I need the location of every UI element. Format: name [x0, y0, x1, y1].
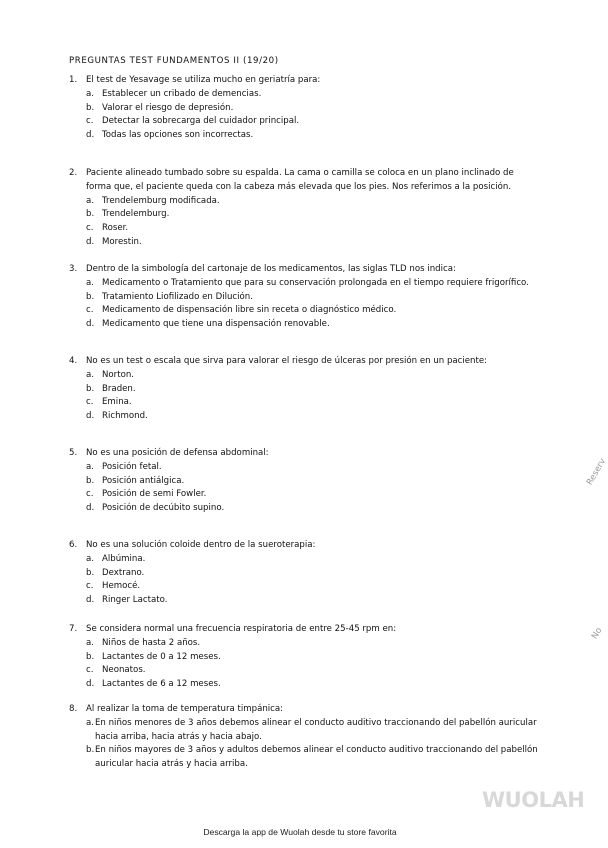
page-title: PREGUNTAS TEST FUNDAMENTOS II (19/20)	[69, 56, 279, 66]
option-text: Lactantes de 6 a 12 meses.	[102, 679, 221, 690]
option-text: Detectar la sobrecarga del cuidador principal.	[102, 116, 300, 127]
answer-option	[69, 502, 539, 516]
question-text: Al realizar la toma de temperatura timpánica:	[86, 704, 284, 714]
options-list	[69, 369, 539, 424]
option-text: Posición de semi Fowler.	[102, 489, 207, 500]
options-list	[69, 88, 539, 143]
question-number: 6.	[69, 540, 78, 550]
option-letter: b.	[86, 102, 95, 113]
question-number: 8.	[69, 704, 78, 714]
question-number: 4.	[69, 356, 78, 366]
option-text: Posición antiálgica.	[102, 475, 185, 486]
options-list	[69, 277, 539, 332]
question-8	[69, 703, 539, 772]
answer-option	[69, 304, 539, 318]
option-text: Tratamiento Liofilizado en Dilución.	[102, 291, 253, 302]
option-text: En niños mayores de 3 años y adultos debemos alinear el conducto auditivo traccionando del pabellón auricular hacia atrás y hacia arriba.	[95, 745, 538, 770]
option-text: Valorar el riesgo de depresión.	[102, 102, 234, 113]
option-letter: d.	[86, 595, 95, 606]
option-text: Dextrano.	[102, 567, 145, 578]
answer-option	[69, 651, 539, 665]
answer-option	[69, 717, 539, 745]
option-text: Norton.	[102, 369, 135, 380]
question-6	[69, 539, 539, 608]
answer-option	[69, 208, 539, 222]
question-text: El test de Yesavage se utiliza mucho en geriatría para:	[86, 75, 321, 85]
option-letter: c.	[86, 581, 94, 592]
answer-option	[69, 410, 539, 424]
answer-option	[69, 195, 539, 209]
option-letter: b.	[86, 209, 95, 220]
option-text: Medicamento que tiene una dispensación renovable.	[102, 319, 330, 330]
side-watermark-reserv: Reserv	[585, 456, 608, 487]
answer-option	[69, 396, 539, 410]
option-text: Hemocé.	[102, 581, 141, 592]
question-5	[69, 447, 539, 516]
question-text: No es un test o escala que sirva para valorar el riesgo de úlceras por presión en un paciente:	[86, 356, 488, 366]
question-text: Paciente alineado tumbado sobre su espalda. La cama o camilla se coloca en un plano inclinado de forma que, el paciente queda con la cabeza más elevada que los pies. Nos referimos a la posición.	[86, 168, 514, 192]
question-text: Dentro de la simbología del cartonaje de los medicamentos, las siglas TLD nos indica:	[86, 264, 456, 274]
option-letter: d.	[86, 236, 95, 247]
option-letter: a.	[86, 637, 94, 648]
option-letter: b.	[86, 745, 95, 756]
answer-option	[69, 115, 539, 129]
question-number: 7.	[69, 624, 78, 634]
answer-option	[69, 580, 539, 594]
option-letter: c.	[86, 489, 94, 500]
options-list	[69, 637, 539, 692]
option-text: Lactantes de 0 a 12 meses.	[102, 651, 221, 662]
options-list	[69, 195, 539, 250]
question-number: 2.	[69, 168, 78, 178]
answer-option	[69, 744, 539, 772]
option-letter: c.	[86, 665, 94, 676]
question-number: 1.	[69, 75, 78, 85]
question-4	[69, 355, 539, 424]
question-header	[69, 447, 539, 461]
option-text: Posición de decúbito supino.	[102, 503, 225, 514]
question-number: 5.	[69, 448, 78, 458]
option-letter: a.	[86, 461, 94, 472]
option-letter: a.	[86, 88, 94, 99]
option-letter: c.	[86, 223, 94, 234]
question-header	[69, 167, 539, 195]
option-letter: d.	[86, 130, 95, 141]
answer-option	[69, 488, 539, 502]
question-header	[69, 263, 539, 277]
option-letter: d.	[86, 503, 95, 514]
answer-option	[69, 664, 539, 678]
option-text: Medicamento de dispensación libre sin receta o diagnóstico médico.	[102, 305, 397, 316]
question-header	[69, 355, 539, 369]
option-text: En niños menores de 3 años debemos alinear el conducto auditivo traccionando del pabellón auricular hacia arriba, hacia atrás y hacia abajo.	[95, 717, 537, 742]
side-watermark-no: No	[590, 625, 605, 641]
wuolah-logo: WUOLAH	[482, 788, 585, 812]
option-letter: a.	[86, 369, 94, 380]
option-letter: b.	[86, 475, 95, 486]
option-text: Roser.	[102, 223, 129, 234]
option-text: Medicamento o Tratamiento que para su conservación prolongada en el tiempo requiere frigorífico.	[102, 277, 529, 288]
option-letter: b.	[86, 383, 95, 394]
answer-option	[69, 236, 539, 250]
options-list	[69, 461, 539, 516]
option-letter: a.	[86, 717, 94, 728]
answer-option	[69, 475, 539, 489]
question-header	[69, 539, 539, 553]
question-1	[69, 74, 539, 143]
option-text: Morestin.	[102, 236, 142, 247]
option-letter: a.	[86, 553, 94, 564]
option-text: Neonatos.	[102, 665, 146, 676]
question-header	[69, 623, 539, 637]
option-text: Trendelemburg modificada.	[102, 195, 220, 206]
answer-option	[69, 369, 539, 383]
option-text: Albúmina.	[102, 553, 146, 564]
option-letter: c.	[86, 397, 94, 408]
question-header	[69, 703, 539, 717]
answer-option	[69, 277, 539, 291]
option-text: Braden.	[102, 383, 136, 394]
question-7	[69, 623, 539, 692]
option-text: Todas las opciones son incorrectas.	[102, 130, 254, 141]
answer-option	[69, 637, 539, 651]
answer-option	[69, 88, 539, 102]
answer-option	[69, 461, 539, 475]
option-text: Richmond.	[102, 411, 148, 422]
answer-option	[69, 129, 539, 143]
option-letter: a.	[86, 195, 94, 206]
answer-option	[69, 222, 539, 236]
option-letter: c.	[86, 305, 94, 316]
option-text: Posición fetal.	[102, 461, 162, 472]
option-letter: d.	[86, 319, 95, 330]
option-letter: b.	[86, 291, 95, 302]
answer-option	[69, 318, 539, 332]
answer-option	[69, 567, 539, 581]
footer-text: Descarga la app de Wuolah desde tu store favorita	[203, 827, 397, 837]
question-2	[69, 167, 539, 250]
options-list	[69, 717, 539, 772]
question-text: Se considera normal una frecuencia respiratoria de entre 25-45 rpm en:	[86, 624, 397, 634]
question-3	[69, 263, 539, 332]
option-letter: a.	[86, 277, 94, 288]
answer-option	[69, 102, 539, 116]
option-letter: d.	[86, 411, 95, 422]
option-text: Ringer Lactato.	[102, 595, 168, 606]
answer-option	[69, 291, 539, 305]
question-text: No es una posición de defensa abdominal:	[86, 448, 269, 458]
question-header	[69, 74, 539, 88]
answer-option	[69, 594, 539, 608]
option-letter: d.	[86, 679, 95, 690]
option-text: Niños de hasta 2 años.	[102, 637, 201, 648]
question-number: 3.	[69, 264, 78, 274]
answer-option	[69, 553, 539, 567]
question-text: No es una solución coloide dentro de la sueroterapia:	[86, 540, 316, 550]
options-list	[69, 553, 539, 608]
answer-option	[69, 383, 539, 397]
option-letter: b.	[86, 651, 95, 662]
option-letter: b.	[86, 567, 95, 578]
answer-option	[69, 678, 539, 692]
option-text: Emina.	[102, 397, 132, 408]
option-text: Trendelemburg.	[102, 209, 170, 220]
option-text: Establecer un cribado de demencias.	[102, 88, 262, 99]
option-letter: c.	[86, 116, 94, 127]
